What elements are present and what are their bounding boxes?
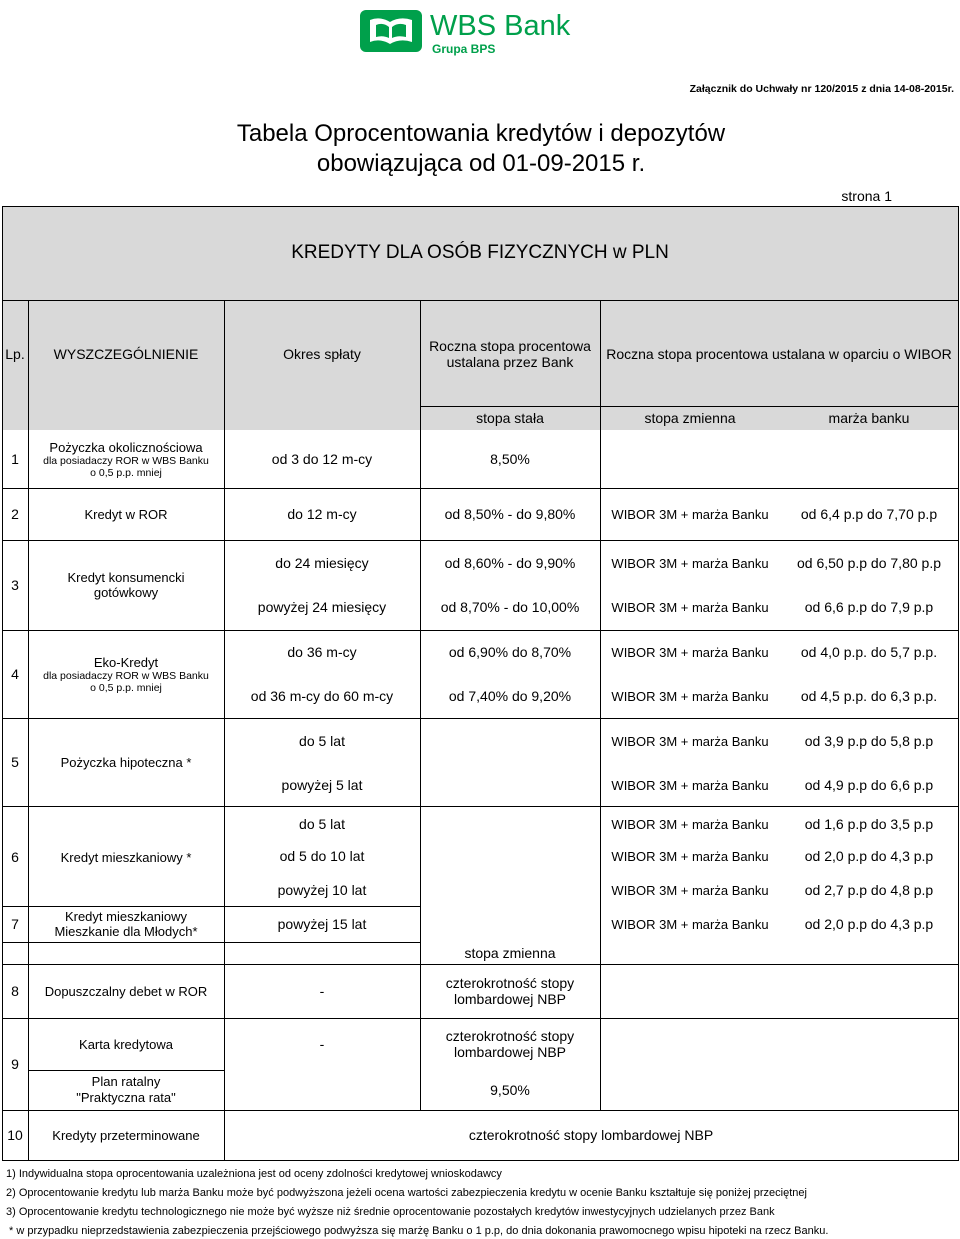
row9-lp: 9 <box>11 1056 19 1072</box>
wbs-logo-icon <box>358 8 424 54</box>
row4-lp: 4 <box>11 666 19 682</box>
row8-rate-1: czterokrotność stopy <box>445 975 575 991</box>
row2-period: do 12 m-cy <box>287 506 357 522</box>
row7-name-1: Kredyt mieszkaniowy <box>64 909 188 924</box>
row3b-margin: od 6,6 p.p do 7,9 p.p <box>804 599 934 615</box>
row9-name-b <box>28 1070 224 1110</box>
row1-title: Pożyczka okolicznościowa <box>49 439 203 455</box>
row5a-variable: WIBOR 3M + marża Banku <box>611 733 769 749</box>
row10-rate: czterokrotność stopy lombardowej NBP <box>468 1127 714 1143</box>
row6c-period: powyżej 10 lat <box>277 882 367 898</box>
row3b-variable: WIBOR 3M + marża Banku <box>611 599 769 615</box>
row7-name-2: Mieszkanie dla Młodych* <box>54 924 198 939</box>
row1-sub1: dla posiadaczy ROR w WBS Banku <box>43 454 209 467</box>
row8-period: - <box>319 983 325 999</box>
row4a-period: do 36 m-cy <box>287 644 357 660</box>
row4a-fixed: od 6,90% do 8,70% <box>448 644 572 660</box>
row5-lp: 5 <box>11 754 19 770</box>
footnote-2: 2) Oprocentowanie kredytu lub marża Banku może być podwyższona jeżeli ocena wartości zabezpieczenia kredytu w ocenie Banku kształtuje się poniżej przeciętnej <box>6 1187 807 1199</box>
row4b-margin: od 4,5 p.p. do 6,3 p.p. <box>800 688 938 704</box>
row1-lp: 1 <box>11 451 19 467</box>
column-wibor-rate: Roczna stopa procentowa ustalana w oparciu o WIBOR <box>606 346 952 362</box>
subcol-fixed: stopa stała <box>476 410 544 426</box>
column-period: Okres spłaty <box>283 346 361 362</box>
row2-variable: WIBOR 3M + marża Banku <box>611 506 769 522</box>
row2-margin: od 6,4 p.p do 7,70 p.p <box>800 506 938 522</box>
row4b-fixed: od 7,40% do 9,20% <box>448 688 572 704</box>
row4a-variable: WIBOR 3M + marża Banku <box>611 644 769 660</box>
row9-rate-1: czterokrotność stopy <box>445 1028 575 1044</box>
row9-name-b2: "Praktyczna rata" <box>76 1090 176 1105</box>
page-title <box>216 119 746 179</box>
bank-rate-line-2: ustalana przez Bank <box>446 354 574 370</box>
row6a-margin: od 1,6 p.p do 3,5 p.p <box>804 816 934 832</box>
column-bank-rate <box>420 302 600 406</box>
row10-lp: 10 <box>7 1127 23 1143</box>
row7-name <box>28 906 224 942</box>
subcol-variable: stopa zmienna <box>644 410 736 426</box>
row9-name-b1: Plan ratalny <box>91 1074 161 1089</box>
row3-name <box>28 540 224 630</box>
row1-sub2: o 0,5 p.p. mniej <box>90 466 162 479</box>
subcol-margin: marża banku <box>828 410 910 426</box>
row9-rate-2: lombardowej NBP <box>453 1044 567 1060</box>
row3b-period: powyżej 24 miesięcy <box>257 599 387 615</box>
footnote-1: 1) Indywidualna stopa oprocentowania uzależniona jest od oceny zdolności kredytowej wnioskodawcy <box>6 1168 502 1180</box>
column-spec: WYSZCZEGÓLNIENIE <box>53 346 199 362</box>
row4-name <box>28 630 224 718</box>
row1-fixed: 8,50% <box>490 451 530 467</box>
row5-name: Pożyczka hipoteczna * <box>60 754 192 770</box>
row2-name: Kredyt w ROR <box>84 506 168 522</box>
row1-period: od 3 do 12 m-cy <box>271 451 373 467</box>
bank-logo <box>358 8 588 56</box>
row6b-margin: od 2,0 p.p do 4,3 p.p <box>804 848 934 864</box>
row8-rate <box>420 964 600 1018</box>
row2-lp: 2 <box>11 506 19 522</box>
row6-name: Kredyt mieszkaniowy * <box>60 849 192 865</box>
row8-lp: 8 <box>11 983 19 999</box>
row4-sub1: dla posiadaczy ROR w WBS Banku <box>43 669 209 682</box>
footnote-3: 3) Oprocentowanie kredytu technologicznego nie może być wyższe niż średnie oprocentowanie pozostałych kredytów inwestycyjnych udzielanych przez Bank <box>6 1206 775 1218</box>
row6b-period: od 5 do 10 lat <box>279 848 365 864</box>
row5b-period: powyżej 5 lat <box>281 777 363 793</box>
row3a-fixed: od 8,60% - do 9,90% <box>444 555 576 571</box>
row6b-variable: WIBOR 3M + marża Banku <box>611 848 769 864</box>
row3a-margin: od 6,50 p.p do 7,80 p.p <box>796 555 941 571</box>
row3b-fixed: od 8,70% - do 10,00% <box>440 599 580 615</box>
footnote-4: * w przypadku nieprzedstawienia zabezpieczenia przejściowego podwyższa się marżę Banku o 1 p.p, do dnia dokonania prawomocnego wpisu hipoteki na rzecz Banku. <box>6 1225 829 1237</box>
row6-lp: 6 <box>11 849 19 865</box>
bank-name: WBS Bank <box>430 10 571 42</box>
row8-variable-header: stopa zmienna <box>464 945 556 961</box>
row6c-margin: od 2,7 p.p do 4,8 p.p <box>804 882 934 898</box>
row3-name-2: gotówkowy <box>93 585 159 600</box>
row4b-variable: WIBOR 3M + marża Banku <box>611 688 769 704</box>
row5b-variable: WIBOR 3M + marża Banku <box>611 777 769 793</box>
row1-name <box>28 430 224 488</box>
row3-name-1: Kredyt konsumencki <box>67 570 185 585</box>
row7-period: powyżej 15 lat <box>277 916 367 932</box>
row8-rate-2: lombardowej NBP <box>453 991 567 1007</box>
row5a-margin: od 3,9 p.p do 5,8 p.p <box>804 733 934 749</box>
bank-rate-line-1: Roczna stopa procentowa <box>429 338 591 354</box>
row10-name: Kredyty przeterminowane <box>52 1127 200 1143</box>
row3a-period: do 24 miesięcy <box>275 555 369 571</box>
row7-variable: WIBOR 3M + marża Banku <box>611 916 769 932</box>
row9-period: - <box>319 1036 325 1052</box>
row4a-margin: od 4,0 p.p. do 5,7 p.p. <box>800 644 938 660</box>
section-title: KREDYTY DLA OSÓB FIZYCZNYCH w PLN <box>291 242 669 263</box>
page-number: strona 1 <box>841 188 892 204</box>
row9-name-a: Karta kredytowa <box>79 1036 173 1052</box>
row6c-variable: WIBOR 3M + marża Banku <box>611 882 769 898</box>
row5b-margin: od 4,9 p.p do 6,6 p.p <box>804 777 934 793</box>
row6a-variable: WIBOR 3M + marża Banku <box>611 816 769 832</box>
annex-note: Załącznik do Uchwały nr 120/2015 z dnia 14-08-2015r. <box>689 83 954 95</box>
row4-sub2: o 0,5 p.p. mniej <box>90 681 162 694</box>
row3a-variable: WIBOR 3M + marża Banku <box>611 555 769 571</box>
row3-lp: 3 <box>11 577 19 593</box>
row9-rate <box>420 1018 600 1070</box>
row4-title: Eko-Kredyt <box>93 654 159 670</box>
bank-group: Grupa BPS <box>432 42 496 56</box>
row7-lp: 7 <box>11 916 19 932</box>
column-lp: Lp. <box>5 346 25 362</box>
row5a-period: do 5 lat <box>299 733 345 749</box>
row9-rate-b: 9,50% <box>490 1082 530 1098</box>
row8-name: Dopuszczalny debet w ROR <box>44 983 208 999</box>
row2-fixed: od 8,50% - do 9,80% <box>444 506 576 522</box>
title-line-1: Tabela Oprocentowania kredytów i depozytów <box>236 120 726 147</box>
title-line-2: obowiązująca od 01-09-2015 r. <box>316 150 646 177</box>
row6a-period: do 5 lat <box>299 816 345 832</box>
row4b-period: od 36 m-cy do 60 m-cy <box>250 688 394 704</box>
row7-margin: od 2,0 p.p do 4,3 p.p <box>804 916 934 932</box>
